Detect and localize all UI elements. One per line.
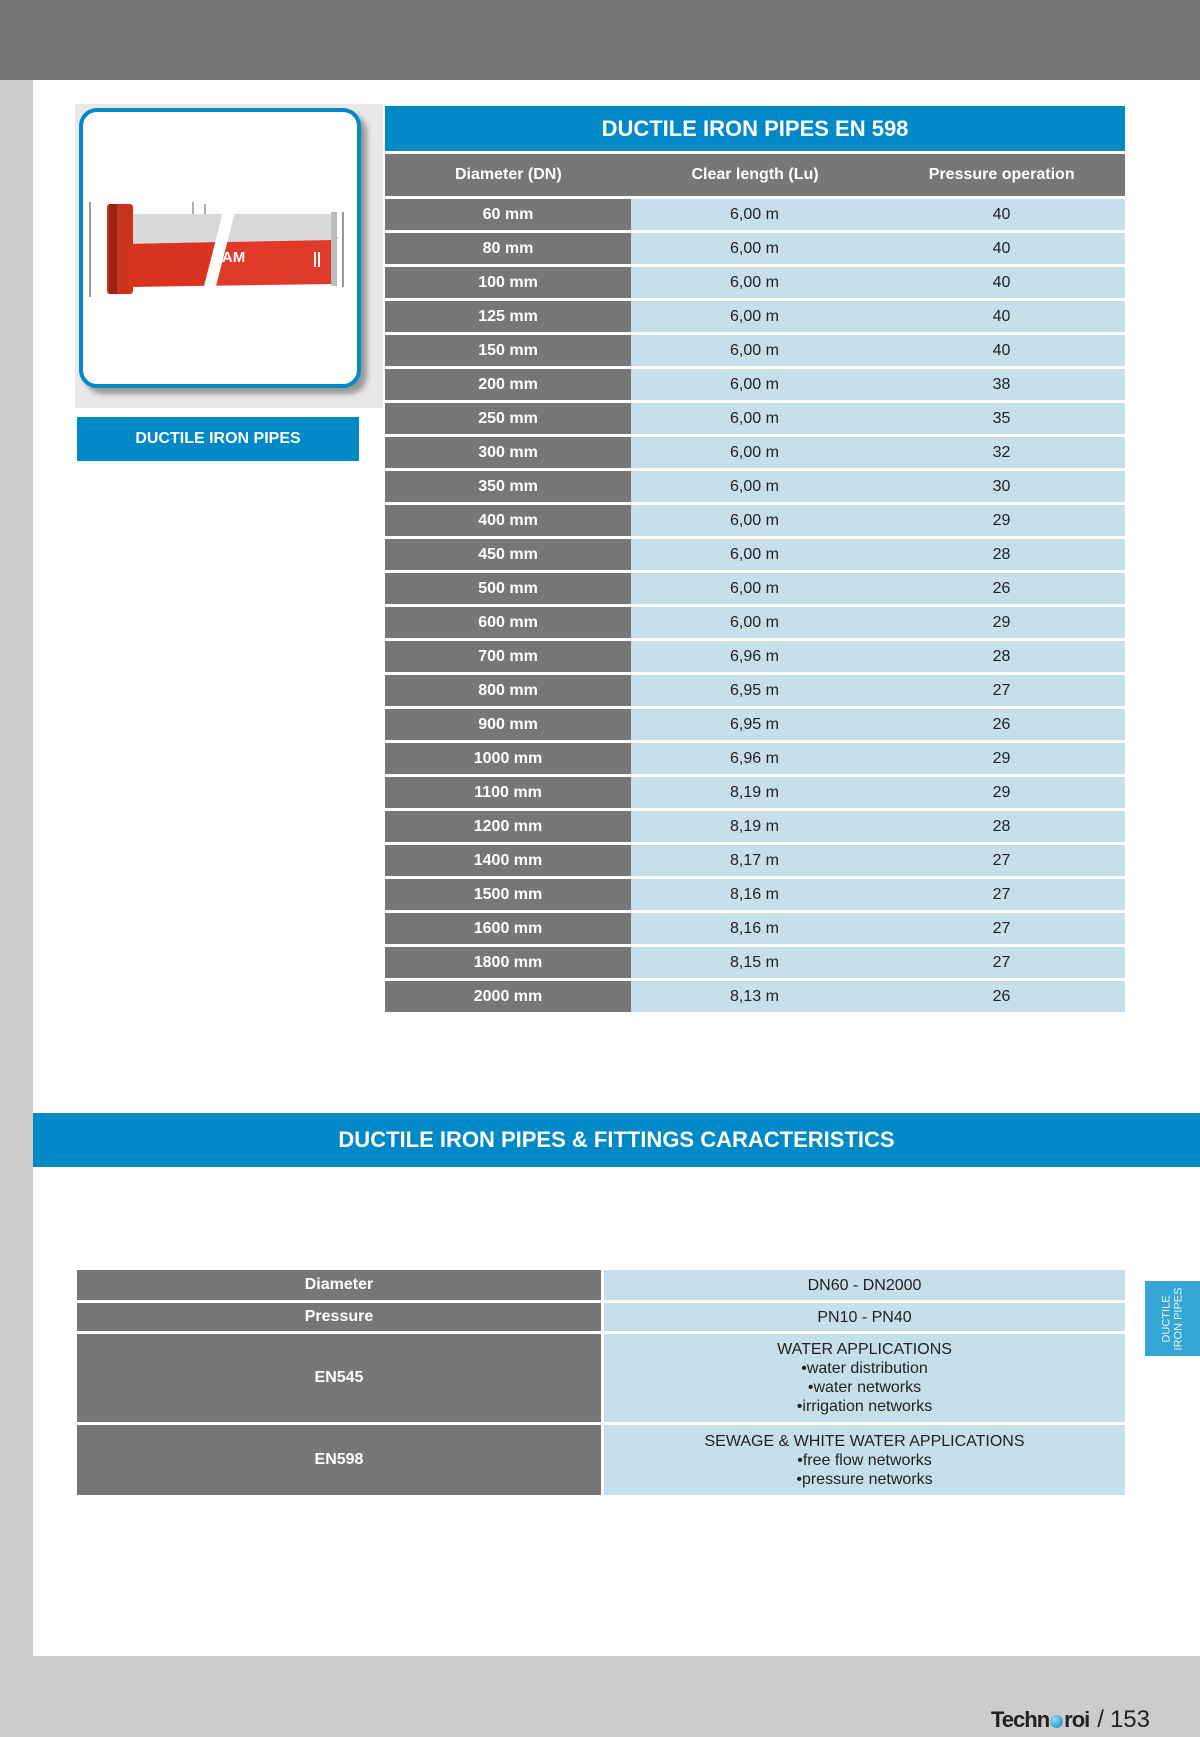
clear-length-cell: 8,16 m: [631, 913, 878, 944]
table-row: [385, 675, 1125, 706]
characteristic-bullet: • pressure networks: [796, 1470, 932, 1489]
table-row: [385, 845, 1125, 876]
diameter-cell: 125 mm: [385, 301, 631, 332]
diameter-cell: 200 mm: [385, 369, 631, 400]
diameter-cell: 2000 mm: [385, 981, 631, 1012]
page: [33, 80, 1200, 1733]
diameter-cell: 1500 mm: [385, 879, 631, 910]
diameter-cell: 500 mm: [385, 573, 631, 604]
characteristic-row: [77, 1270, 1125, 1300]
table-row: [385, 607, 1125, 638]
clear-length-cell: 6,00 m: [631, 403, 878, 434]
pressure-cell: 29: [878, 743, 1125, 774]
clear-length-cell: 8,13 m: [631, 981, 878, 1012]
table-row: [385, 539, 1125, 570]
clear-length-cell: 6,96 m: [631, 641, 878, 672]
brand-dot-icon: [1050, 1715, 1063, 1728]
clear-length-cell: 6,00 m: [631, 573, 878, 604]
characteristic-bullet: • water networks: [808, 1378, 921, 1397]
table-row: [385, 709, 1125, 740]
clear-length-cell: 8,16 m: [631, 879, 878, 910]
pipes-table-title: DUCTILE IRON PIPES EN 598: [385, 106, 1125, 151]
diameter-cell: 1800 mm: [385, 947, 631, 978]
table-row: [385, 947, 1125, 978]
table-row: [385, 233, 1125, 264]
diameter-cell: 450 mm: [385, 539, 631, 570]
clear-length-cell: 6,95 m: [631, 675, 878, 706]
clear-length-cell: 8,15 m: [631, 947, 878, 978]
diameter-cell: 60 mm: [385, 199, 631, 230]
product-image-frame: [75, 104, 383, 408]
table-row: [385, 335, 1125, 366]
page-separator: /: [1097, 1706, 1104, 1733]
pressure-cell: 27: [878, 913, 1125, 944]
pipe-spigot-end: [331, 212, 337, 286]
side-tab-label: [1161, 1287, 1185, 1350]
clear-length-cell: 6,00 m: [631, 539, 878, 570]
table-row: [385, 471, 1125, 502]
clear-length-cell: 6,00 m: [631, 471, 878, 502]
diameter-cell: 800 mm: [385, 675, 631, 706]
pressure-cell: 26: [878, 981, 1125, 1012]
pipes-table: [385, 106, 1125, 1012]
pressure-cell: 40: [878, 267, 1125, 298]
side-tab-line: DUCTILE: [1160, 1294, 1173, 1343]
table-row: [385, 743, 1125, 774]
diameter-cell: 150 mm: [385, 335, 631, 366]
pressure-cell: 26: [878, 573, 1125, 604]
characteristic-value: [604, 1425, 1125, 1495]
table-row: [385, 913, 1125, 944]
pipes-table-header: [385, 154, 1125, 196]
table-row: [385, 641, 1125, 672]
diameter-cell: 100 mm: [385, 267, 631, 298]
pressure-cell: 38: [878, 369, 1125, 400]
table-row: [385, 199, 1125, 230]
pressure-cell: 40: [878, 335, 1125, 366]
clear-length-cell: 6,00 m: [631, 267, 878, 298]
product-caption: DUCTILE IRON PIPES: [77, 417, 359, 461]
pressure-cell: 27: [878, 947, 1125, 978]
brand-text-start: Techn: [991, 1707, 1050, 1732]
characteristic-bullet: • irrigation networks: [797, 1397, 932, 1416]
pressure-cell: 32: [878, 437, 1125, 468]
clear-length-cell: 6,00 m: [631, 369, 878, 400]
table-row: [385, 437, 1125, 468]
pressure-cell: 30: [878, 471, 1125, 502]
diameter-cell: 1200 mm: [385, 811, 631, 842]
clear-length-cell: 6,00 m: [631, 301, 878, 332]
pressure-cell: 29: [878, 777, 1125, 808]
left-margin-strip: [0, 80, 33, 1700]
pipe-brand-label: PAM: [213, 249, 246, 266]
clear-length-cell: 6,00 m: [631, 199, 878, 230]
characteristic-key: Diameter: [77, 1270, 601, 1300]
side-tab-line: IRON PIPES: [1172, 1287, 1185, 1350]
top-bar: [0, 0, 1200, 80]
diameter-cell: 300 mm: [385, 437, 631, 468]
table-row: [385, 811, 1125, 842]
characteristic-key: EN545: [77, 1334, 601, 1422]
clear-length-cell: 6,00 m: [631, 335, 878, 366]
pressure-cell: 27: [878, 675, 1125, 706]
pipes-table-body: [385, 199, 1125, 1012]
pressure-cell: 28: [878, 641, 1125, 672]
clear-length-cell: 6,96 m: [631, 743, 878, 774]
header-pressure: Pressure operation: [928, 166, 1075, 183]
pressure-cell: 40: [878, 233, 1125, 264]
diameter-cell: 400 mm: [385, 505, 631, 536]
diameter-cell: 1600 mm: [385, 913, 631, 944]
characteristic-row: [77, 1303, 1125, 1331]
characteristic-heading: SEWAGE & WHITE WATER APPLICATIONS: [704, 1432, 1025, 1450]
page-number: 153: [1109, 1706, 1150, 1733]
section-banner: DUCTILE IRON PIPES & FITTINGS CARACTERISTICS: [33, 1113, 1200, 1167]
clear-length-cell: 6,00 m: [631, 233, 878, 264]
pressure-cell: 26: [878, 709, 1125, 740]
pressure-cell: 27: [878, 845, 1125, 876]
clear-length-cell: 6,00 m: [631, 437, 878, 468]
characteristic-heading: DN60 - DN2000: [807, 1276, 922, 1294]
diameter-cell: 1400 mm: [385, 845, 631, 876]
characteristics-table: [77, 1270, 1125, 1498]
table-row: [385, 879, 1125, 910]
characteristic-row: [77, 1334, 1125, 1422]
brand-text-end: roi: [1064, 1707, 1090, 1732]
pressure-cell: 29: [878, 505, 1125, 536]
table-row: [385, 981, 1125, 1012]
header-diameter: Diameter (DN): [454, 166, 562, 183]
characteristic-heading: WATER APPLICATIONS: [777, 1341, 952, 1358]
table-row: [385, 369, 1125, 400]
side-tab[interactable]: [1145, 1281, 1200, 1356]
pressure-cell: 28: [878, 539, 1125, 570]
table-row: [385, 505, 1125, 536]
header-clear-length: Clear length (Lu): [691, 166, 819, 183]
diameter-cell: 80 mm: [385, 233, 631, 264]
diameter-cell: 600 mm: [385, 607, 631, 638]
diameter-cell: 350 mm: [385, 471, 631, 502]
pressure-cell: 28: [878, 811, 1125, 842]
characteristic-value: [604, 1270, 1125, 1300]
pressure-cell: 40: [878, 199, 1125, 230]
pipe-illustration: [83, 112, 357, 384]
characteristic-row: [77, 1425, 1125, 1495]
characteristic-key: Pressure: [77, 1303, 601, 1331]
characteristic-value: [604, 1303, 1125, 1331]
pressure-cell: 29: [878, 607, 1125, 638]
table-row: [385, 267, 1125, 298]
pipe-socket-rim: [109, 204, 117, 294]
diameter-cell: 1100 mm: [385, 777, 631, 808]
diameter-cell: 250 mm: [385, 403, 631, 434]
characteristic-heading: PN10 - PN40: [817, 1308, 912, 1326]
product-image: [79, 108, 361, 388]
footer: [991, 1703, 1150, 1737]
pressure-cell: 27: [878, 879, 1125, 910]
table-row: [385, 301, 1125, 332]
characteristic-bullet: • free flow networks: [797, 1451, 932, 1470]
clear-length-cell: 6,00 m: [631, 607, 878, 638]
table-row: [385, 573, 1125, 604]
characteristic-key: EN598: [77, 1425, 601, 1495]
characteristic-value: [604, 1334, 1125, 1422]
clear-length-cell: 8,19 m: [631, 777, 878, 808]
pressure-cell: 35: [878, 403, 1125, 434]
brand-logo: [991, 1707, 1089, 1733]
clear-length-cell: 8,17 m: [631, 845, 878, 876]
characteristic-bullet: • water distribution: [801, 1359, 928, 1378]
table-row: [385, 403, 1125, 434]
table-row: [385, 777, 1125, 808]
diameter-cell: 1000 mm: [385, 743, 631, 774]
pressure-cell: 40: [878, 301, 1125, 332]
clear-length-cell: 6,95 m: [631, 709, 878, 740]
clear-length-cell: 8,19 m: [631, 811, 878, 842]
clear-length-cell: 6,00 m: [631, 505, 878, 536]
diameter-cell: 700 mm: [385, 641, 631, 672]
diameter-cell: 900 mm: [385, 709, 631, 740]
